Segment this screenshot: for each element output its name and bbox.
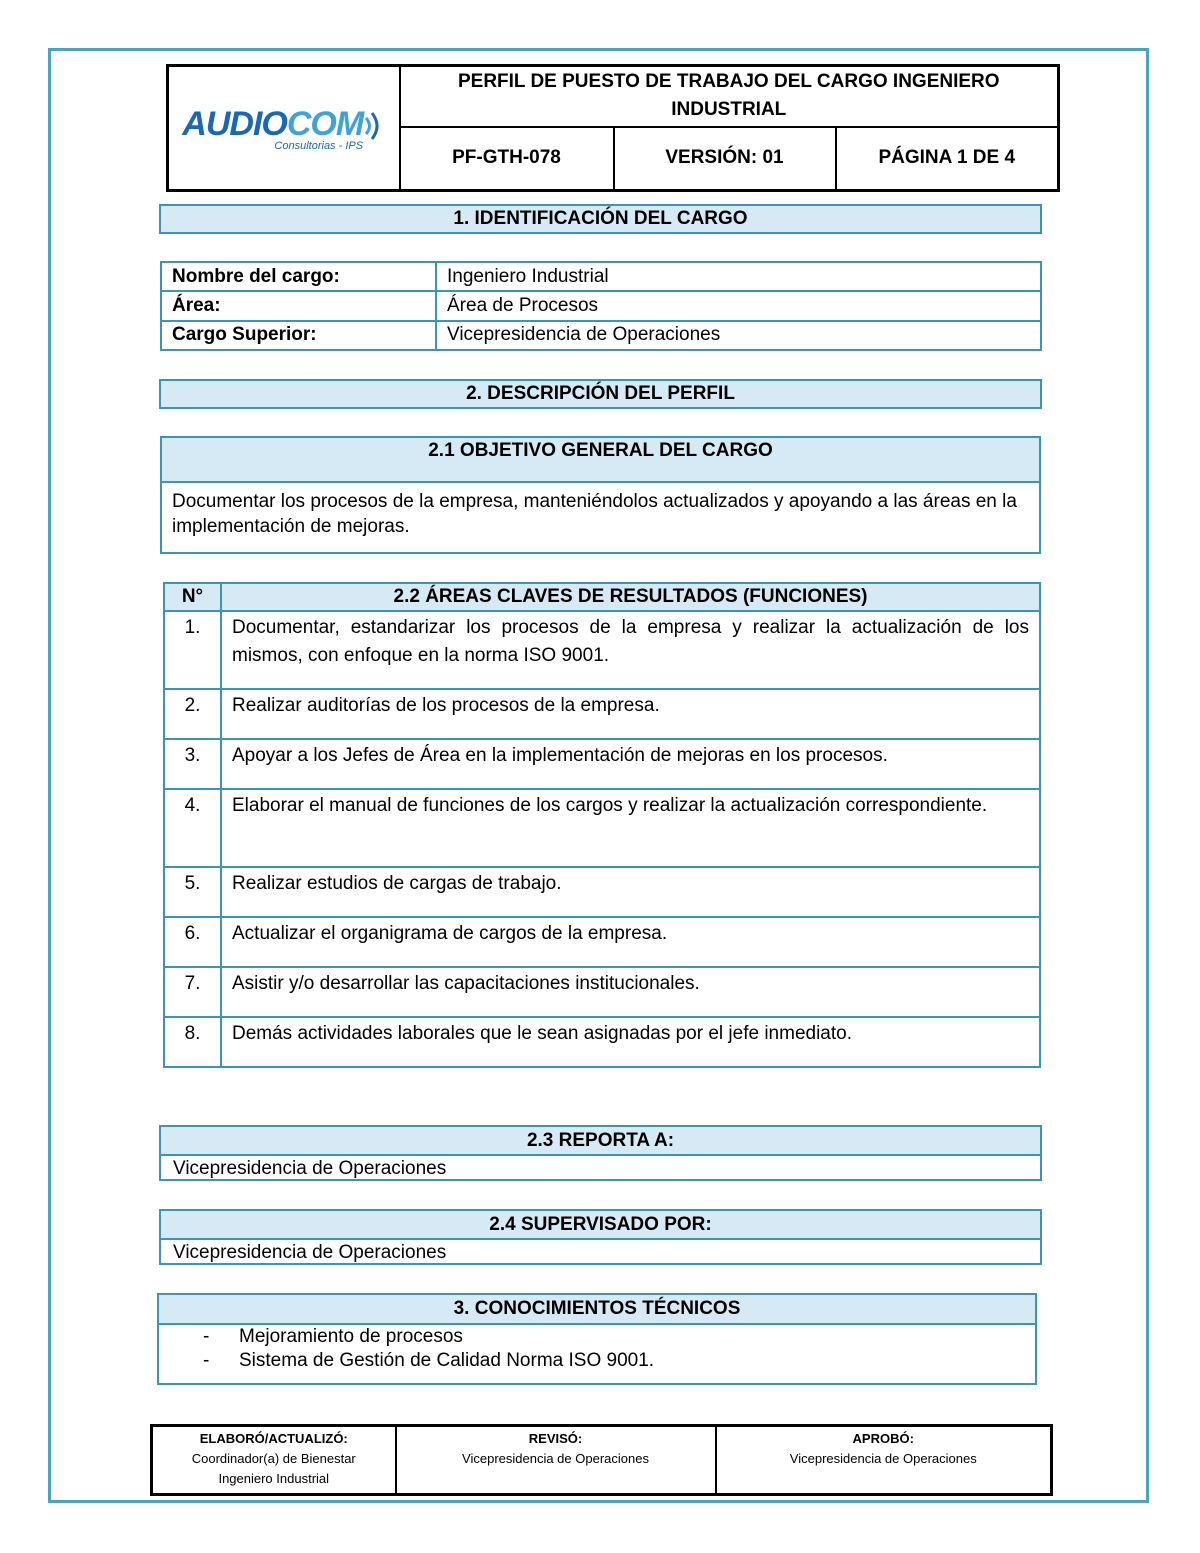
identification-table — [160, 261, 1042, 351]
technical-knowledge-box — [157, 1293, 1037, 1385]
approved-cell — [716, 1426, 1052, 1495]
supervised-by-value: Vicepresidencia de Operaciones — [173, 1242, 447, 1263]
page-number: PÁGINA 1 DE 4 — [836, 127, 1059, 191]
function-text: Elaborar el manual de funciones de los cargos y realizar la actualización correspondiente. — [221, 789, 1040, 867]
function-text: Documentar, estandarizar los procesos de la empresa y realizar la actualización de los mismos, con enfoque en la norma ISO 9001. — [221, 611, 1040, 689]
table-row — [164, 867, 1040, 917]
knowledge-item: Mejoramiento de procesos — [239, 1326, 463, 1347]
logo-subtitle: Consultorias - IPS — [274, 139, 364, 152]
id-label: Cargo Superior: — [161, 321, 436, 350]
table-row — [164, 789, 1040, 867]
elaborated-line-1: Coordinador(a) de Bienestar — [191, 1451, 356, 1466]
function-number: 8. — [164, 1017, 221, 1067]
list-item — [159, 1349, 1035, 1373]
table-row — [164, 611, 1040, 689]
table-row — [164, 689, 1040, 739]
table-row — [164, 917, 1040, 967]
functions-num-header: N° — [164, 583, 221, 611]
reports-to-title: 2.3 REPORTA A: — [161, 1127, 1040, 1156]
function-number: 1. — [164, 611, 221, 689]
approved-value: Vicepresidencia de Operaciones — [789, 1451, 977, 1466]
function-number: 3. — [164, 739, 221, 789]
elaborated-label: ELABORÓ/ACTUALIZÓ: — [199, 1431, 348, 1446]
function-number: 2. — [164, 689, 221, 739]
objective-text: Documentar los procesos de la empresa, manteniéndolos actualizados y apoyando a las áreas en la implementación de mejoras. — [172, 491, 1017, 537]
supervised-by-box — [159, 1209, 1042, 1265]
function-number: 5. — [164, 867, 221, 917]
document-version: VERSIÓN: 01 — [614, 127, 836, 191]
reports-to-value: Vicepresidencia de Operaciones — [173, 1158, 447, 1179]
section-2-title: 2. DESCRIPCIÓN DEL PERFIL — [159, 379, 1042, 409]
function-text: Apoyar a los Jefes de Área en la implementación de mejoras en los procesos. — [221, 739, 1040, 789]
document-title: PERFIL DE PUESTO DE TRABAJO DEL CARGO INGENIERO INDUSTRIAL — [400, 66, 1059, 127]
id-label: Área: — [161, 291, 436, 320]
elaborated-cell — [152, 1426, 396, 1495]
function-text: Realizar auditorías de los procesos de la empresa. — [221, 689, 1040, 739]
id-value: Ingeniero Industrial — [436, 262, 1041, 291]
list-bullet: - — [203, 1326, 210, 1347]
function-text: Actualizar el organigrama de cargos de la empresa. — [221, 917, 1040, 967]
reviewed-value: Vicepresidencia de Operaciones — [462, 1451, 649, 1466]
document-code: PF-GTH-078 — [400, 127, 614, 191]
knowledge-item: Sistema de Gestión de Calidad Norma ISO 9001. — [239, 1350, 655, 1371]
approved-label: APROBÓ: — [852, 1431, 914, 1446]
section-1-title: 1. IDENTIFICACIÓN DEL CARGO — [159, 204, 1042, 234]
id-label: Nombre del cargo: — [161, 262, 436, 291]
function-text: Demás actividades laborales que le sean asignadas por el jefe inmediato. — [221, 1017, 1040, 1067]
function-text: Asistir y/o desarrollar las capacitaciones institucionales. — [221, 967, 1040, 1017]
list-item — [159, 1325, 1035, 1349]
objective-box — [160, 436, 1041, 554]
supervised-by-title: 2.4 SUPERVISADO POR: — [161, 1211, 1040, 1240]
company-logo — [168, 66, 400, 191]
function-number: 7. — [164, 967, 221, 1017]
approval-footer — [150, 1424, 1053, 1496]
id-value: Área de Procesos — [436, 291, 1041, 320]
table-row — [164, 1017, 1040, 1067]
reviewed-cell — [396, 1426, 716, 1495]
elaborated-line-2: Ingeniero Industrial — [218, 1471, 330, 1486]
functions-table — [163, 582, 1041, 1068]
section-3-title: 3. CONOCIMIENTOS TÉCNICOS — [159, 1295, 1035, 1325]
objective-title: 2.1 OBJETIVO GENERAL DEL CARGO — [162, 438, 1039, 483]
reports-to-box — [159, 1125, 1042, 1181]
functions-title-header: 2.2 ÁREAS CLAVES DE RESULTADOS (FUNCIONES) — [221, 583, 1040, 611]
function-text: Realizar estudios de cargas de trabajo. — [221, 867, 1040, 917]
sound-wave-icon — [363, 109, 385, 143]
list-bullet: - — [203, 1350, 210, 1371]
table-row — [164, 967, 1040, 1017]
function-number: 4. — [164, 789, 221, 867]
table-row — [164, 739, 1040, 789]
id-value: Vicepresidencia de Operaciones — [436, 321, 1041, 350]
logo-wordmark: AUDIOCOM — [169, 105, 399, 144]
document-header — [166, 64, 1060, 192]
reviewed-label: REVISÓ: — [528, 1431, 583, 1446]
function-number: 6. — [164, 917, 221, 967]
